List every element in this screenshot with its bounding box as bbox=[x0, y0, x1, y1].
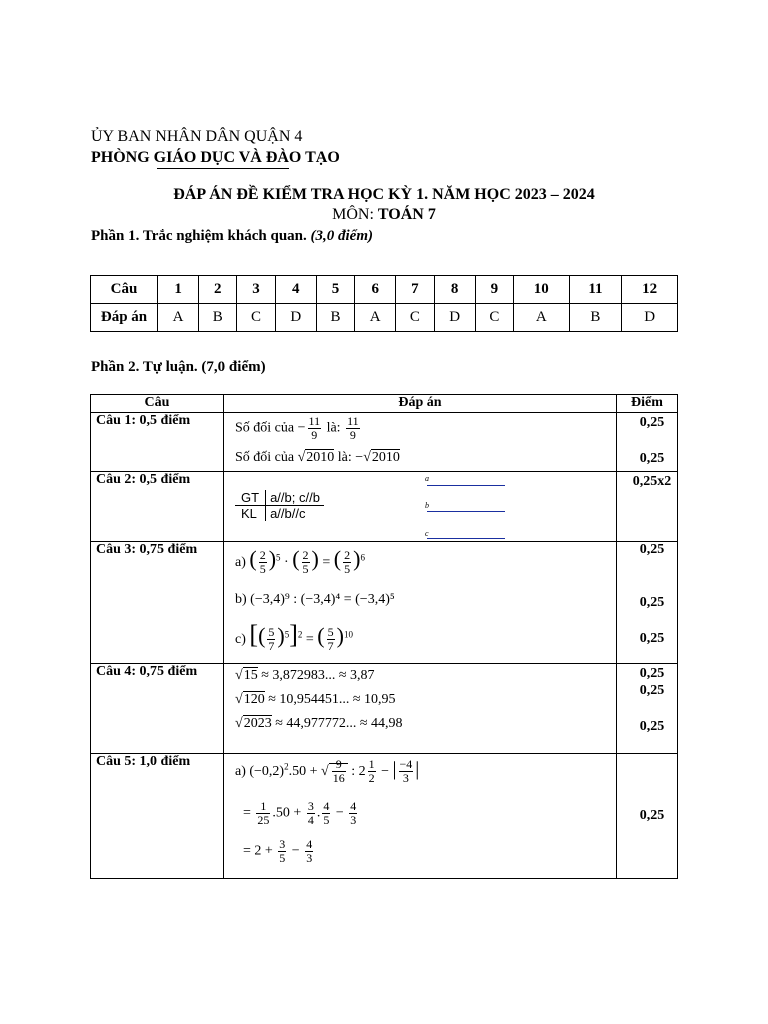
q1-line2: Số đối của √2010 là: −√2010 bbox=[235, 450, 400, 465]
col-answer: Đáp án bbox=[224, 395, 617, 413]
q1-answer bbox=[224, 413, 617, 472]
answer-value: D bbox=[434, 304, 475, 332]
q3-part-c: c) [( $\frac{5}{7}$ )$^5$]$^2$ = ( $\frac{5}{7}$ )$^{10}$ bbox=[235, 620, 353, 654]
part2-heading: Phần 2. Tự luận. (7,0 điểm) bbox=[91, 359, 266, 375]
question-number: 12 bbox=[622, 276, 678, 304]
q1-point-1: 0,25 bbox=[639, 415, 665, 430]
essay-row-q5 bbox=[91, 754, 678, 879]
question-number: 11 bbox=[569, 276, 622, 304]
question-number: 8 bbox=[434, 276, 475, 304]
question-number: 7 bbox=[396, 276, 434, 304]
q1-line1: Số đối của − $\frac{11}{9}$ là: $\frac{11}{9}$ bbox=[235, 414, 359, 442]
q3-points bbox=[617, 542, 678, 664]
essay-row-q2 bbox=[91, 472, 678, 542]
q3-part-b: b) (−3,4)⁹ : (−3,4)⁴ = (−3,4)⁵ bbox=[235, 592, 395, 607]
subject-line: MÔN: TOÁN 7 bbox=[332, 206, 436, 223]
col-points: Điểm bbox=[617, 395, 678, 413]
q3-point-1: 0,25 bbox=[639, 542, 665, 557]
q5-answer bbox=[224, 754, 617, 879]
header-department: PHÒNG GIÁO DỤC VÀ ĐÀO TẠO bbox=[91, 149, 340, 166]
question-number: 4 bbox=[275, 276, 316, 304]
answer-table bbox=[90, 275, 678, 332]
line-c bbox=[427, 538, 505, 539]
question-number: 2 bbox=[199, 276, 237, 304]
q3-answer bbox=[224, 542, 617, 664]
q1-point-2: 0,25 bbox=[639, 451, 665, 466]
q4-row-3: √2023 ≈ 44,977772... ≈ 44,98 bbox=[235, 716, 403, 731]
answer-value: C bbox=[475, 304, 513, 332]
col-question: Câu bbox=[91, 395, 224, 413]
q2-points bbox=[617, 472, 678, 542]
q3-part-a: a) ( $\frac{2}{5}$ )$^5$ · ( $\frac{2}{5}$ ) = ( $\frac{2}{5}$ )$^6$ bbox=[235, 546, 365, 577]
essay-row-q4 bbox=[91, 664, 678, 754]
header-authority: ỦY BAN NHÂN DÂN QUẬN 4 bbox=[91, 128, 303, 145]
q4-row-2: √120 ≈ 10,954451... ≈ 10,95 bbox=[235, 692, 396, 707]
q2-answer bbox=[224, 472, 617, 542]
essay-header-row bbox=[91, 395, 678, 413]
document-title: ĐÁP ÁN ĐỀ KIỂM TRA HỌC KỲ 1. NĂM HỌC 2023 – 2024 bbox=[173, 186, 595, 203]
q1-label: Câu 1: 0,5 điểm bbox=[91, 413, 224, 472]
question-number: 6 bbox=[355, 276, 396, 304]
q5-line-1: a) $(-0,2)^2.50$ + √ $\frac{9}{16}$ : 2 $\frac{1}{2}$ − | $\frac{-4}{3}$ | bbox=[235, 757, 420, 786]
answer-value: B bbox=[199, 304, 237, 332]
question-row bbox=[91, 276, 678, 304]
question-number: 1 bbox=[158, 276, 199, 304]
line-b bbox=[427, 511, 505, 512]
line-a bbox=[427, 485, 505, 486]
essay-row-q1 bbox=[91, 413, 678, 472]
question-number: 3 bbox=[237, 276, 275, 304]
question-number: 9 bbox=[475, 276, 513, 304]
answer-value: B bbox=[316, 304, 354, 332]
q1-points bbox=[617, 413, 678, 472]
answer-value: D bbox=[275, 304, 316, 332]
q4-point-3: 0,25 bbox=[639, 719, 665, 734]
question-number: 5 bbox=[316, 276, 354, 304]
gt-kl-box: GT a//b; c//b KL a//b//c bbox=[235, 490, 324, 521]
header-underline bbox=[157, 168, 289, 169]
q5-points bbox=[617, 754, 678, 879]
line-a-label: a bbox=[425, 474, 429, 483]
answer-value: B bbox=[569, 304, 622, 332]
q4-point-1: 0,25 bbox=[639, 666, 665, 681]
answer-value: A bbox=[513, 304, 569, 332]
line-c-label: c bbox=[425, 529, 429, 538]
question-header: Câu bbox=[91, 276, 158, 304]
q3-label: Câu 3: 0,75 điểm bbox=[91, 542, 224, 664]
q5-line-3: = 2 + $\frac{3}{5}$ − $\frac{4}{3}$ bbox=[243, 837, 313, 865]
q5-point-1: 0,25 bbox=[639, 808, 665, 823]
answer-value: C bbox=[237, 304, 275, 332]
essay-row-q3 bbox=[91, 542, 678, 664]
q3-point-2: 0,25 bbox=[639, 595, 665, 610]
question-number: 10 bbox=[513, 276, 569, 304]
q2-label: Câu 2: 0,5 điểm bbox=[91, 472, 224, 542]
line-b-label: b bbox=[425, 501, 429, 510]
answer-value: A bbox=[158, 304, 199, 332]
answer-value: C bbox=[396, 304, 434, 332]
answer-row bbox=[91, 304, 678, 332]
q4-label: Câu 4: 0,75 điểm bbox=[91, 664, 224, 754]
answer-value: A bbox=[355, 304, 396, 332]
part1-heading: Phần 1. Trắc nghiệm khách quan. (3,0 điểm) bbox=[91, 228, 373, 244]
answer-value: D bbox=[622, 304, 678, 332]
answer-header: Đáp án bbox=[91, 304, 158, 332]
q2-point-1: 0,25x2 bbox=[632, 474, 672, 489]
q3-point-3: 0,25 bbox=[639, 631, 665, 646]
q4-answer bbox=[224, 664, 617, 754]
q5-line-2: = $\frac{1}{25}$ .50 + $\frac{3}{4}$ . $\frac{4}{5}$ − $\frac{4}{3}$ bbox=[243, 799, 357, 827]
q4-point-2: 0,25 bbox=[639, 683, 665, 698]
q4-points bbox=[617, 664, 678, 754]
q4-row-1: √15 ≈ 3,872983... ≈ 3,87 bbox=[235, 668, 375, 683]
essay-table bbox=[90, 394, 678, 879]
q5-label: Câu 5: 1,0 điểm bbox=[91, 754, 224, 879]
